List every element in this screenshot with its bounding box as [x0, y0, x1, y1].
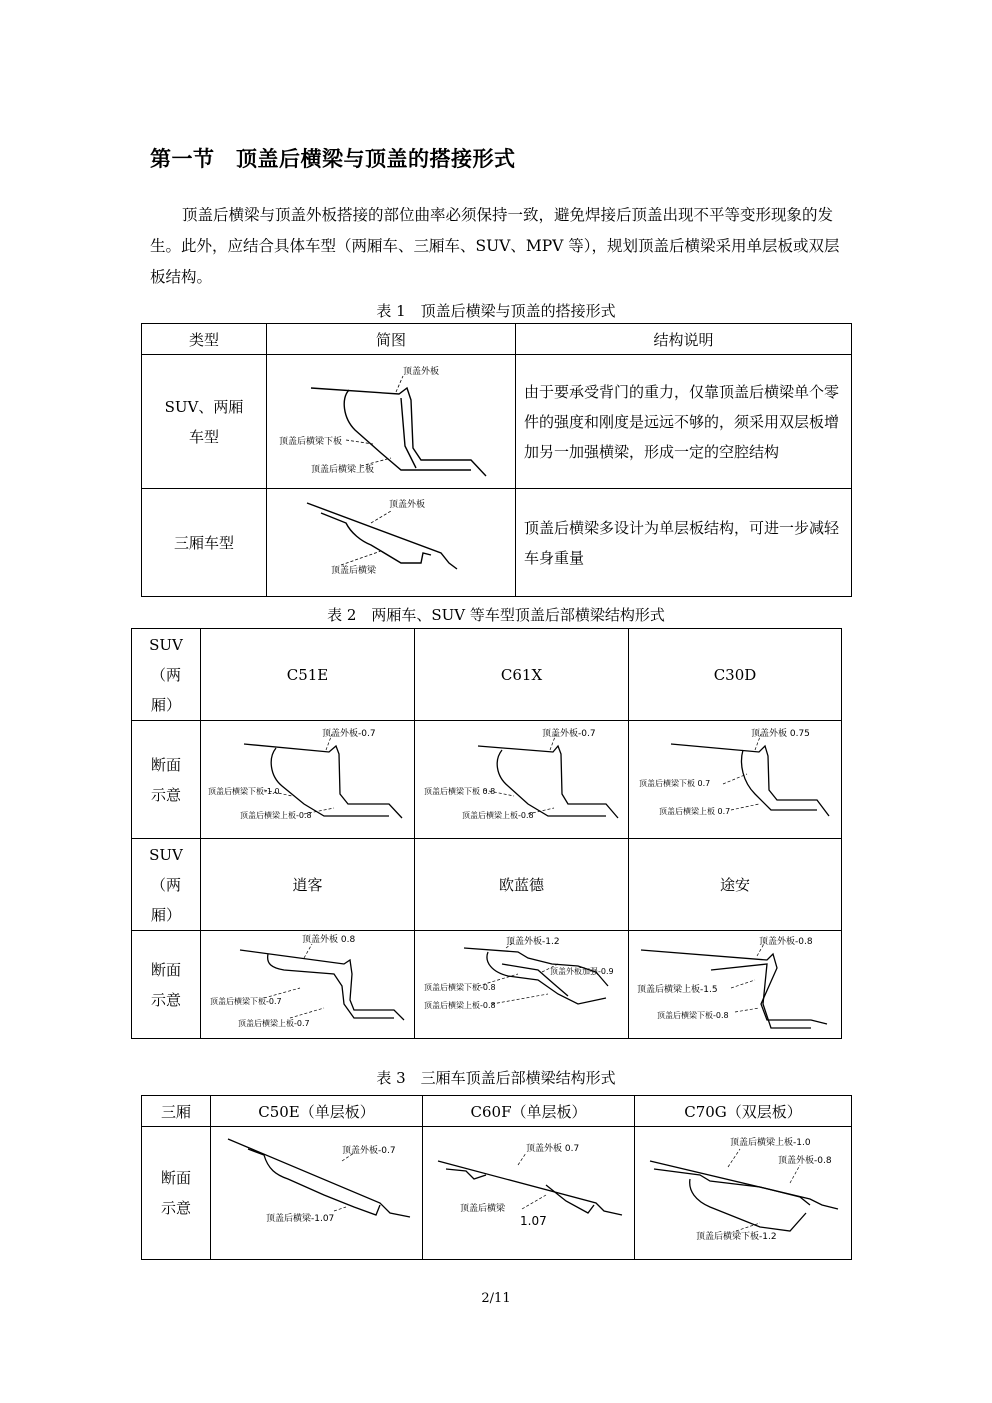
table1-row2-diagram — [267, 489, 516, 597]
section-diagram — [204, 724, 412, 836]
label-line: 断面 — [160, 1169, 191, 1187]
section-diagram-c70g — [635, 1127, 852, 1260]
diagram-label: 顶盖后横梁-1.07 — [265, 1214, 334, 1224]
section-diagram — [418, 934, 626, 1036]
diagram-label: 顶盖外板 — [403, 366, 440, 377]
type-line: 车型 — [188, 427, 219, 446]
diagram-label: 顶盖后横梁下板 — [279, 436, 343, 447]
diagram-label: 顶盖后横梁 — [459, 1204, 505, 1214]
diagram-label: 顶盖外板 0.8 — [301, 934, 355, 945]
table1-row2-type: 三厢车型 — [142, 489, 267, 597]
table1-header-type: 类型 — [142, 324, 267, 355]
table2-caption: 表 2 两厢车、SUV 等车型顶盖后部横梁结构形式 — [327, 606, 665, 624]
label-line: 断面 — [150, 960, 181, 979]
table3-header-label: 三厢 — [142, 1096, 211, 1127]
model-name-c70g: C70G（双层板） — [635, 1096, 852, 1127]
diagram-label: 顶盖后横梁下板-0.8 — [657, 1010, 729, 1020]
model-name-oulande: 欧蓝德 — [415, 839, 629, 931]
table1 — [141, 323, 852, 597]
type-line: SUV、两厢 — [164, 397, 244, 416]
model-name-c50e: C50E（单层板） — [211, 1096, 423, 1127]
section-diagram-oulande — [415, 931, 629, 1039]
diagram-label: 顶盖后横梁下板 0.7 — [639, 778, 711, 788]
section-diagram-xiaoke — [201, 931, 415, 1039]
section-diagram — [426, 1131, 632, 1255]
diagram-label: 顶盖外板-0.7 — [341, 1146, 396, 1156]
label-line: （两 — [150, 875, 181, 894]
label-line: 示意 — [160, 1199, 191, 1217]
model-name-tuan: 途安 — [629, 839, 842, 931]
table2-section-label — [132, 721, 201, 839]
diagram-label: 顶盖后横梁上板-0.8 — [423, 1000, 496, 1010]
label-line: 示意 — [150, 990, 181, 1009]
diagram-label: 顶盖后横梁上板-1.0 — [730, 1138, 811, 1148]
section-diagram — [271, 358, 511, 486]
section-diagram-c30d — [629, 721, 842, 839]
table3 — [141, 1095, 852, 1260]
diagram-label: 顶盖外板-0.8 — [778, 1156, 832, 1166]
label-line: （两 — [150, 665, 181, 684]
model-name-c61x: C61X — [415, 629, 629, 721]
label-line: 厢） — [150, 905, 181, 924]
table1-row1-description: 由于要承受背门的重力，仅靠顶盖后横梁单个零件的强度和刚度是远远不够的，须采用双层板增加另一加强横梁，形成一定的空腔结构 — [516, 355, 852, 489]
diagram-label: 顶盖外板-0.8 — [759, 936, 813, 947]
page-number: 2/11 — [481, 1291, 511, 1306]
section-heading: 第一节 顶盖后横梁与顶盖的搭接形式 — [150, 147, 516, 171]
table1-header-diagram: 简图 — [267, 324, 516, 355]
table1-row1-type — [142, 355, 267, 489]
intro-paragraph: 顶盖后横梁与顶盖外板搭接的部位曲率必须保持一致，避免焊接后顶盖出现不平等变形现象的发生。此外，应结合具体车型（两厢车、三厢车、SUV、MPV 等），规划顶盖后横梁采用单层板或双层板结构。 — [150, 206, 840, 286]
diagram-label: 顶盖后横梁上板-0.8 — [461, 810, 534, 820]
diagram-label: 顶盖后横梁下板-0.7 — [209, 996, 282, 1006]
diagram-label: 顶盖外板 0.75 — [751, 728, 810, 739]
section-diagram — [204, 934, 412, 1036]
section-diagram-c51e — [201, 721, 415, 839]
section-diagram — [631, 934, 839, 1036]
diagram-label: 顶盖后横梁下板-1.0 — [207, 786, 280, 796]
diagram-label: 顶盖后横梁下板-0.8 — [423, 982, 496, 992]
diagram-label: 顶盖外板-0.7 — [541, 728, 596, 739]
section-diagram-c60f — [423, 1127, 635, 1260]
section-diagram — [418, 724, 626, 836]
table3-section-label — [142, 1127, 211, 1260]
model-name-c60f: C60F（单层板） — [423, 1096, 635, 1127]
model-name-c51e: C51E — [201, 629, 415, 721]
table1-caption: 表 1 顶盖后横梁与顶盖的搭接形式 — [376, 302, 616, 320]
diagram-label: 顶盖外板 0.7 — [525, 1144, 579, 1154]
label-line: 断面 — [150, 755, 181, 774]
model-name-c30d: C30D — [629, 629, 842, 721]
diagram-label: 顶盖后横梁上板 — [311, 464, 375, 475]
table1-row2-description: 顶盖后横梁多设计为单层板结构，可进一步减轻车身重量 — [516, 489, 852, 597]
diagram-label: 顶盖后横梁上板 0.7 — [659, 806, 731, 816]
label-line: SUV — [149, 845, 183, 864]
table1-row1-diagram — [267, 355, 516, 489]
section-diagram-c61x — [415, 721, 629, 839]
table3-caption: 表 3 三厢车顶盖后部横梁结构形式 — [376, 1069, 616, 1087]
label-line: 厢） — [150, 695, 181, 714]
diagram-label: 顶盖后横梁上板-1.5 — [637, 984, 718, 995]
diagram-label: 顶盖后横梁下板 0.8 — [423, 786, 495, 796]
diagram-label: 顶盖后横梁 — [331, 565, 377, 576]
section-diagram — [640, 1131, 846, 1255]
label-line: SUV — [149, 635, 183, 654]
section-diagram-c50e — [211, 1127, 423, 1260]
section-diagram-tuan — [629, 931, 842, 1039]
diagram-label: 顶盖后横梁上板-0.7 — [237, 1018, 310, 1028]
table2-group-label — [132, 839, 201, 931]
diagram-label: 顶盖外板-1.2 — [505, 936, 560, 947]
table1-header-description: 结构说明 — [516, 324, 852, 355]
model-name-xiaoke: 逍客 — [201, 839, 415, 931]
section-diagram — [271, 493, 511, 593]
table2-section-label — [132, 931, 201, 1039]
label-line: 示意 — [150, 785, 181, 804]
diagram-label: 顶盖外板-0.7 — [321, 728, 376, 739]
table2-group-label — [132, 629, 201, 721]
table2 — [131, 628, 842, 1039]
section-diagram — [631, 724, 839, 836]
diagram-label: 顶盖外板加强-0.9 — [549, 966, 614, 976]
diagram-label: 顶盖外板 — [389, 499, 426, 510]
diagram-label: 顶盖后横梁上板-0.8 — [239, 810, 312, 820]
diagram-label: 顶盖后横梁下板-1.2 — [696, 1232, 777, 1242]
section-diagram — [214, 1131, 420, 1255]
diagram-label: 1.07 — [519, 1214, 547, 1228]
